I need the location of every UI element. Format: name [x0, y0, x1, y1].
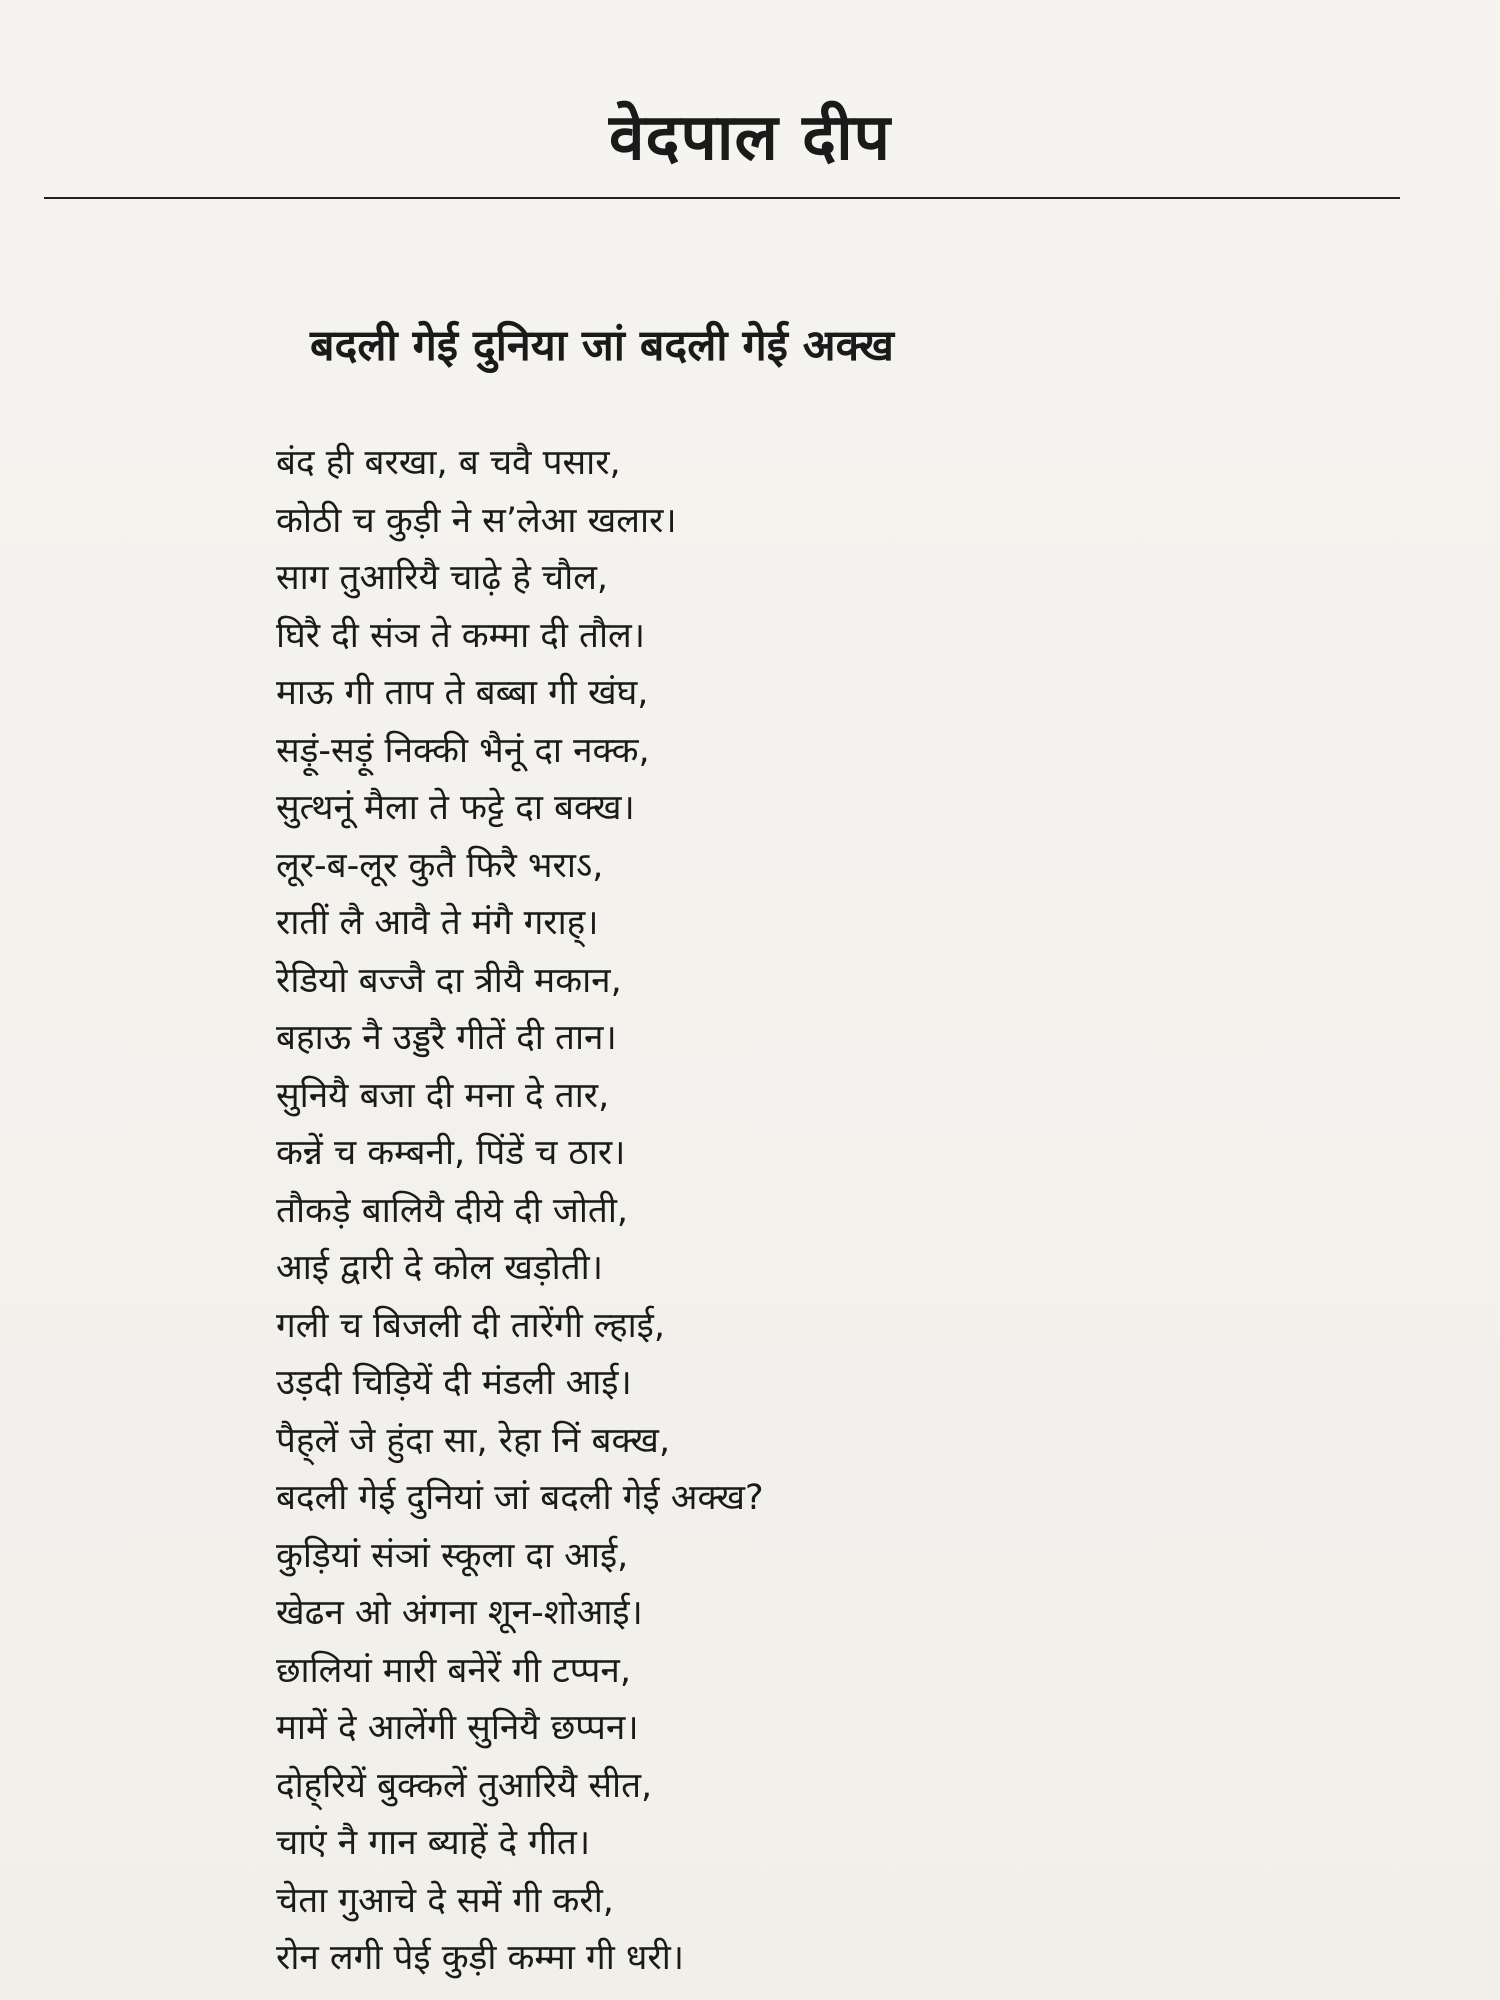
verse-line: गली च बिजली दी तारेंगी ल्हाई,: [276, 1305, 665, 1346]
verse-line: पैह्‌लें जे हुंदा सा, रेहा निं बक्ख,: [276, 1420, 671, 1461]
verse-line: घिरै दी संञ ते कम्मा दी तौल।: [276, 615, 646, 656]
verse-line: बदली गेई दुनियां जां बदली गेई अक्ख?: [276, 1478, 764, 1518]
verse-line: सुत्थनूं मैला ते फट्टे दा बक्ख।: [276, 788, 635, 828]
verse-line: लूर-ब-लूर कुतै फिरै भराऽ,: [276, 845, 604, 886]
verse-line: तौकड़े बालियै दीये दी जोती,: [276, 1190, 629, 1231]
verse-line: छालियां मारी बनेरें गी टप्पन,: [276, 1650, 631, 1691]
author-heading: वेदपाल दीप: [608, 101, 892, 175]
verse-line: आई द्वारी दे कोल खड़ोती।: [276, 1248, 603, 1288]
heading-rule: [44, 197, 1400, 199]
verse-line: रातीं लै आवै ते मंगै गराह्।: [276, 903, 599, 943]
verse-line: बंद ही बरखा, ब चवै पसार,: [276, 443, 621, 483]
verse-line: दोह्‌रियें बुक्कलें तुआरियै सीत,: [276, 1765, 653, 1806]
verse-line: माऊ गी ताप ते बब्बा गी खंघ,: [276, 673, 649, 713]
verse-line: उड़दी चिड़ियें दी मंडली आई।: [276, 1363, 632, 1403]
verse-line: रोन लगी पेई कुड़ी कम्मा गी धरी।: [276, 1938, 685, 1978]
verse-line: चाएं नै गान ब्याहें दे गीत।: [276, 1823, 591, 1863]
verse-line: साग तुआरियै चाढ़े हे चौल,: [276, 558, 609, 598]
verse-line: कुड़ियां संञां स्कूला दा आई,: [276, 1535, 629, 1576]
verse-line: मामें दे आलेंगी सुनियै छप्पन।: [276, 1708, 639, 1748]
verse-line: बहाऊ नै उड्डरै गीतें दी तान।: [276, 1018, 617, 1058]
verse-line: खेढन ओ अंगना शून-शोआई।: [276, 1593, 643, 1633]
verse-line: कन्नें च कम्बनी, पिंडें च ठार।: [276, 1133, 626, 1173]
verse-line: कोठी च कुड़ी ने स’लेआ खलार।: [276, 500, 677, 541]
poem-title: बदली गेई दुनिया जां बदली गेई अक्ख: [310, 321, 894, 371]
verse-line: सड़ूं-सड़ूं निक्की भैनूं दा नक्क,: [276, 730, 650, 771]
verse-line: चेता गुआचे दे समें गी करी,: [276, 1880, 614, 1921]
verse-line: रेडियो बज्जै दा त्रीयै मकान,: [276, 960, 622, 1001]
verse-line: सुनियै बजा दी मना दे तार,: [276, 1075, 610, 1116]
poem-verse: [276, 435, 764, 1988]
